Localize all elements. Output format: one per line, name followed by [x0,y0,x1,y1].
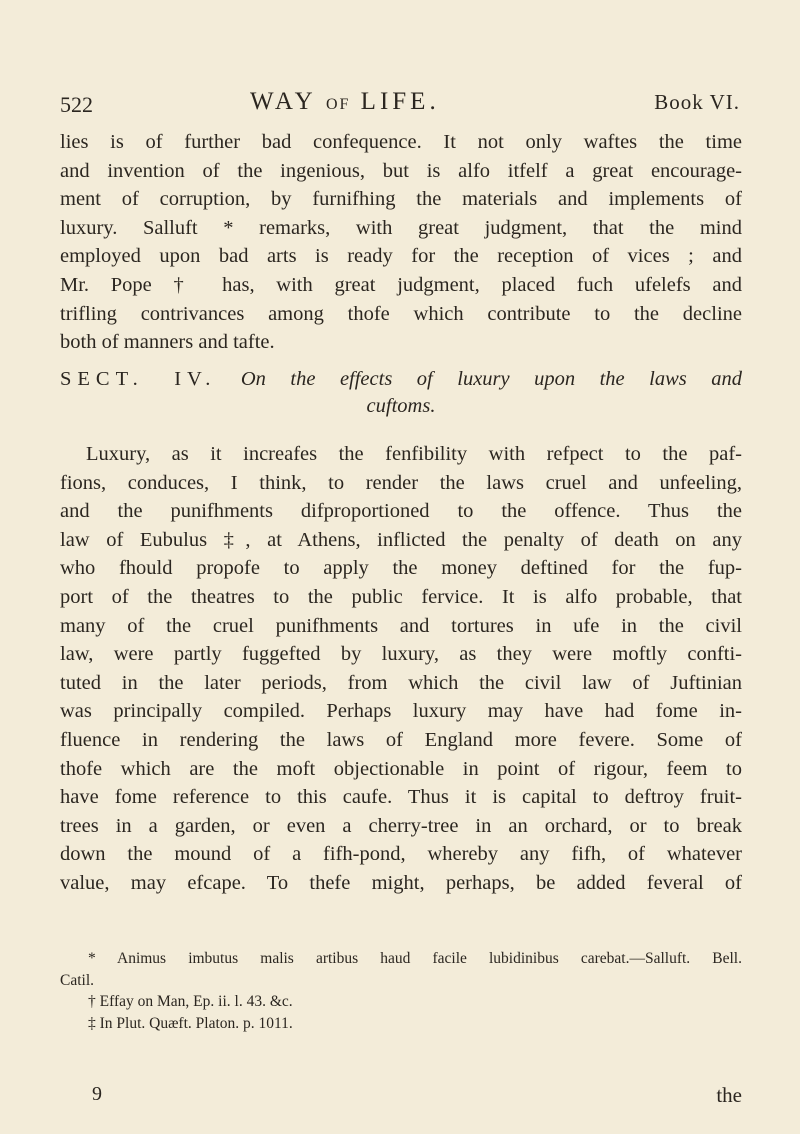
text-line: trees in a garden, or even a cherry-tree in an orchard, or to break [60,814,742,837]
running-header [60,88,740,118]
text-line: lies is of further bad confequence. It not only waftes the time [60,131,742,153]
section-title-continued: cuftoms. [366,395,436,417]
section-label: SECT. IV. [60,368,217,390]
footnotes [60,948,742,1034]
text-line: ment of corruption, by furnifhing the materials and implements of [60,188,742,211]
text-line: have fome reference to this caufe. Thus it is capital to deftroy fruit- [60,786,742,809]
text-line: was principally compiled. Perhaps luxury may have had fome in- [60,700,742,723]
book-number: Book VI. [654,90,740,114]
footnote: * Animus imbutus malis artibus haud facile lubidinibus carebat.—Salluft. Bell. [88,950,742,967]
text-line: law of Eubulus ‡, at Athens, inflicted the penalty of death on any [60,528,742,551]
text-line: port of the theatres to the public fervice. It is alfo probable, that [60,585,742,608]
footnote: † Effay on Man, Ep. ii. l. 43. &c. [88,993,293,1010]
text-line: fions, conduces, I think, to render the laws cruel and unfeeling, [60,471,742,494]
catchword: the [716,1083,742,1107]
text-line: who fhould propofe to apply the money deftined for the fup- [60,557,742,580]
signature-mark: 9 [92,1083,102,1105]
text-line: down the mound of a fifh-pond, whereby any fifh, of whatever [60,843,742,866]
section-heading [60,366,742,420]
body-paragraph [60,440,742,898]
text-line: trifling contrivances among thofe which contribute to the decline [60,302,742,325]
text-line: tuted in the later periods, from which the civil law of Juftinian [60,671,742,694]
text-line: value, may efcape. To thefe might, perhaps, be added feveral of [60,871,742,894]
text-line: many of the cruel punifhments and tortures in ufe in the civil [60,614,742,637]
text-line: Mr. Pope † has, with great judgment, placed fuch ufelefs and [60,273,742,296]
text-line: law, were partly fuggefted by luxury, as they were moftly confti- [60,643,742,666]
intro-paragraph [60,128,742,357]
footnote-continued: Catil. [60,971,95,989]
text-line: fluence in rendering the laws of England more fevere. Some of [60,728,742,751]
running-title: WAY OF LIFE. [250,88,440,115]
text-line: employed upon bad arts is ready for the reception of vices ; and [60,245,742,268]
text-line: both of manners and tafte. [60,331,275,354]
page-number: 522 [60,92,93,117]
text-line: thofe which are the moft objectionable in point of rigour, feem to [60,757,742,780]
text-line: luxury. Salluft * remarks, with great judgment, that the mind [60,216,742,239]
text-line: Luxury, as it increafes the fenfibility with refpect to the paf- [86,443,742,465]
footnote: ‡ In Plut. Quæft. Platon. p. 1011. [88,1014,293,1032]
text-line: and invention of the ingenious, but is alfo itfelf a great encourage- [60,159,742,182]
page-footer [60,1083,742,1111]
text-line: and the punifhments difproportioned to the offence. Thus the [60,500,742,523]
section-title: On the effects of luxury upon the laws and [240,368,742,390]
